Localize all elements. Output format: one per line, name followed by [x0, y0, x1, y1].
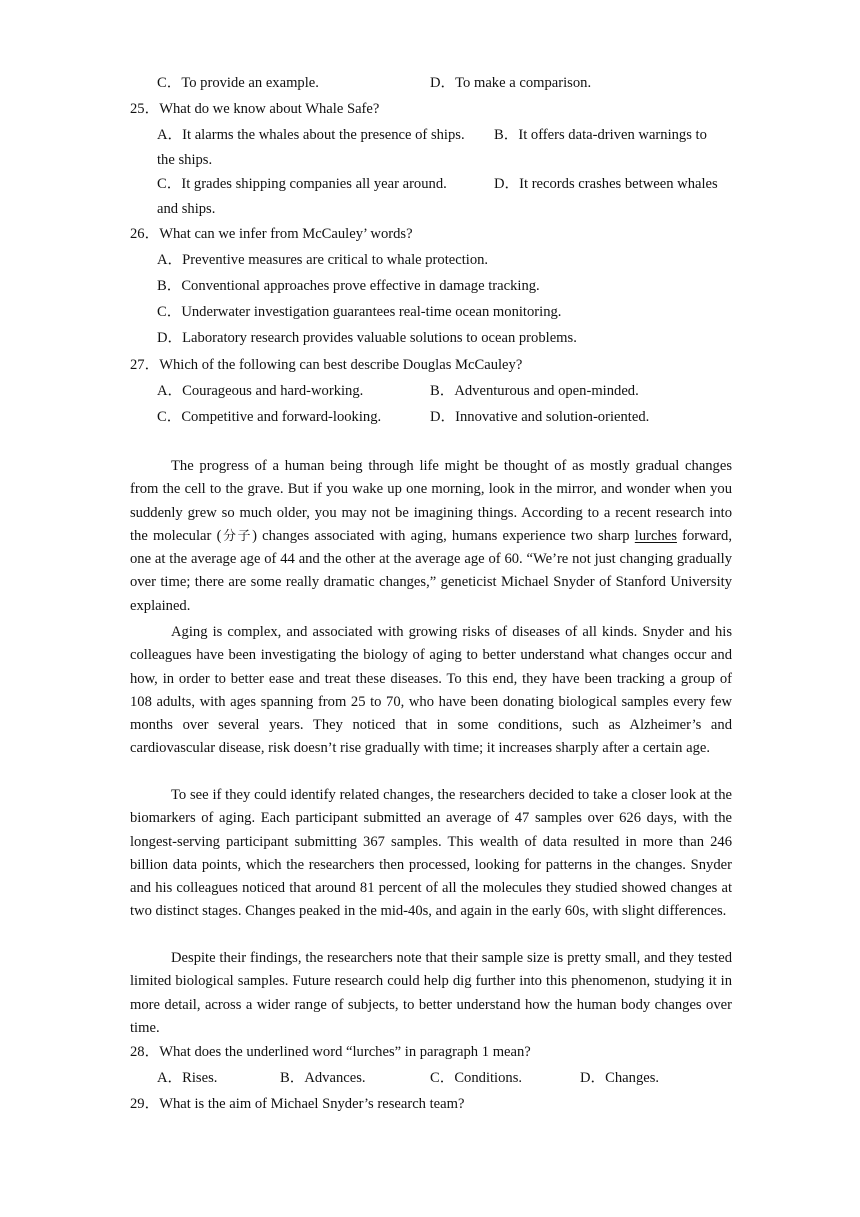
q26-option-c: C．Underwater investigation guarantees real-time ocean monitoring. [157, 304, 562, 320]
passage-paragraph-2: Aging is complex, and associated with growing risks of diseases of all kinds. Snyder and his colleagues have been investigating the biology of aging to better understand what changes occur and how, in order to better ease and treat these diseases. To this end, they have been tracking a group of 108 adults, with ages spanning from 25 to 70, who have been donating biological samples every few months over several years. They noticed that in some conditions, such as Alzheimer’s and cardiovascular disease, risk doesn’t rise gradually with time; it increases sharply after a certain age. [130, 624, 732, 757]
q25-option-d-continued: and ships. [157, 201, 216, 217]
p1-chinese-gloss: 分子 [221, 528, 253, 544]
q24-option-d: D．To make a comparison. [430, 75, 592, 91]
q25-option-d: D．It records crashes between whales [494, 176, 718, 192]
q26-option-d: D．Laboratory research provides valuable solutions to ocean problems. [157, 330, 577, 346]
q27-option-a: A．Courageous and hard-working. [157, 383, 364, 399]
q25-stem: 25．What do we know about Whale Safe? [130, 101, 380, 117]
q28-stem: 28．What does the underlined word “lurches” in paragraph 1 mean? [130, 1044, 531, 1060]
q28-option-a: A．Rises. [157, 1070, 218, 1086]
passage-paragraph-1 [130, 455, 732, 618]
passage-paragraph-4: Despite their findings, the researchers note that their sample size is pretty small, and they tested limited biological samples. Future research could help dig further into this phenomenon, studying it in more detail, across a wider range of subjects, to better understand how the human body changes over time. [130, 950, 732, 1036]
q25-option-c: C．It grades shipping companies all year around. [157, 176, 447, 192]
q26-option-b: B．Conventional approaches prove effective in damage tracking. [157, 278, 540, 294]
q28-option-b: B．Advances. [280, 1070, 366, 1086]
q25-option-b-continued: the ships. [157, 152, 213, 168]
p1-text-c: forward, one at the average age of 44 and the other at the average age of 60. “We’re not just changing gradually over time; there are some really dramatic changes,” geneticist Michael Snyder of Stanford University explained. [130, 527, 732, 614]
q28-option-c: C．Conditions. [430, 1070, 523, 1086]
q28-option-d: D．Changes. [580, 1070, 660, 1086]
q25-option-b: B．It offers data-driven warnings to [494, 127, 707, 143]
q26-stem: 26．What can we infer from McCauley’ words? [130, 226, 413, 242]
q24-option-c: C．To provide an example. [157, 75, 319, 91]
underlined-word-lurches: lurches [634, 527, 677, 544]
q27-option-d: D．Innovative and solution-oriented. [430, 409, 650, 425]
passage-paragraph-3: To see if they could identify related changes, the researchers decided to take a closer look at the biomarkers of aging. Each participant submitted an average of 47 samples over 626 days, with the longest-serving participant submitting 367 samples. This wealth of data resulted in more than 246 billion data points, which the researchers then processed, looking for patterns in the changes. Snyder and his colleagues noticed that around 81 percent of all the molecules they studied showed changes at two distinct stages. Changes peaked in the mid-40s, and again in the early 60s, with slight differences. [130, 787, 732, 920]
q27-option-b: B．Adventurous and open-minded. [430, 383, 639, 399]
q29-stem: 29．What is the aim of Michael Snyder’s research team? [130, 1096, 465, 1112]
q25-option-a: A．It alarms the whales about the presence of ships. [157, 127, 465, 143]
q27-stem: 27．Which of the following can best describe Douglas McCauley? [130, 357, 523, 373]
q26-option-a: A．Preventive measures are critical to whale protection. [157, 252, 489, 268]
p1-text-b: ) changes associated with aging, humans experience two sharp [252, 527, 635, 544]
q27-option-c: C．Competitive and forward-looking. [157, 409, 382, 425]
p1-text-a: The progress of a human being through life might be thought of as mostly gradual changes from the cell to the grave. But if you wake up one morning, look in the mirror, and wonder when you suddenly grew so much older, you may not be imagining things. According to a recent research into the molecular ( [130, 458, 732, 544]
